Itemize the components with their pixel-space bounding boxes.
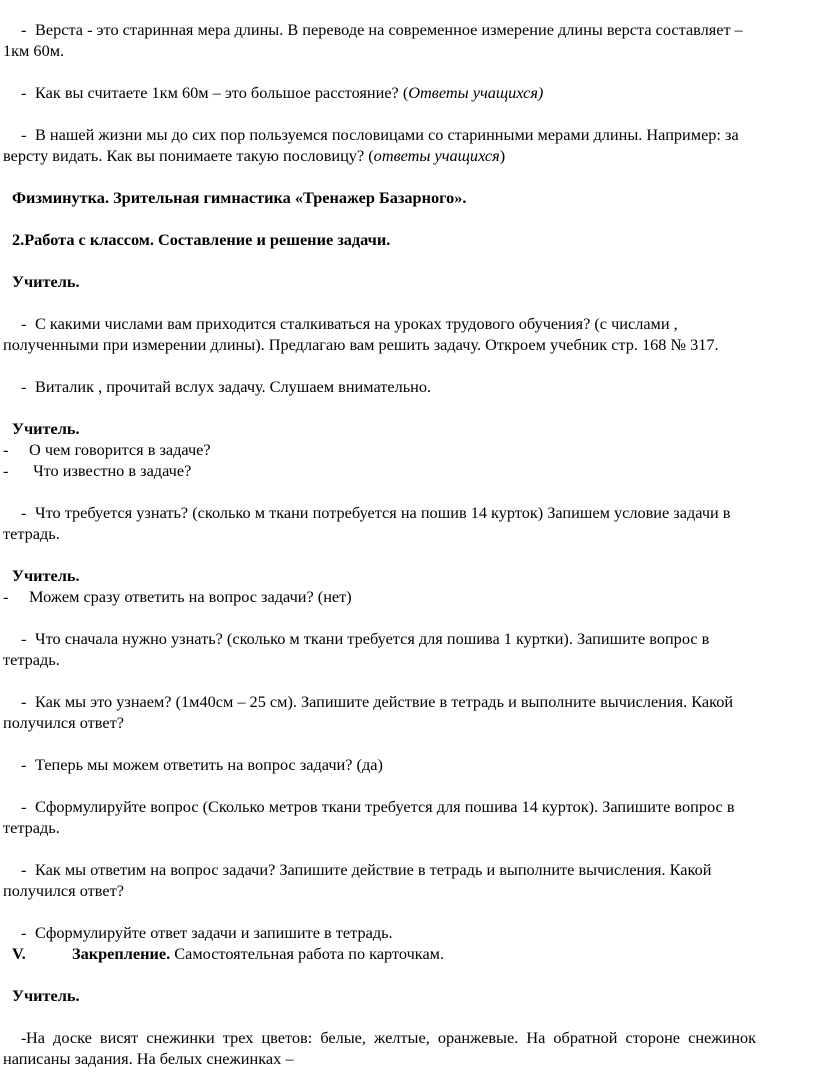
section-title: Закрепление. bbox=[72, 944, 171, 963]
heading-class-work bbox=[0, 229, 816, 250]
paragraph-text: Как мы ответим на вопрос задачи? Запишите действие в тетрадь и выполните вычисления. Какой получился ответ? bbox=[3, 860, 712, 900]
paragraph-text: Что известно в задаче? bbox=[29, 461, 192, 480]
question-task-about bbox=[0, 439, 816, 460]
list-dash: - bbox=[21, 503, 27, 522]
list-dash: - bbox=[21, 923, 27, 942]
paragraph-proverb-question bbox=[0, 124, 816, 166]
section-consolidation bbox=[0, 943, 816, 964]
paragraph-numbers-question bbox=[0, 313, 816, 355]
heading-number: 2 bbox=[12, 230, 21, 249]
list-dash: - bbox=[21, 83, 27, 102]
paragraph-text: Сформулируйте ответ задачи и запишите в тетрадь. bbox=[35, 923, 393, 942]
question-known-data bbox=[0, 460, 816, 481]
paragraph-text: Можем сразу ответить на вопрос задачи? (нет) bbox=[29, 587, 352, 606]
student-answers-note: ответы учащихся bbox=[373, 146, 500, 165]
paragraph-read-task bbox=[0, 376, 816, 397]
paragraph-text: О чем говорится в задаче? bbox=[29, 440, 211, 459]
paragraph-snowflakes bbox=[0, 1027, 816, 1069]
paragraph-text: Что требуется узнать? (сколько м ткани потребуется на пошив 14 курток) Запишем условие задачи в тетрадь. bbox=[3, 503, 731, 543]
paragraph-how-find bbox=[0, 691, 816, 733]
question-answer-now bbox=[0, 586, 816, 607]
list-dash: - bbox=[21, 755, 27, 774]
list-dash: - bbox=[21, 797, 27, 816]
paragraph-text: На доске висят снежинки трех цветов: белые, желтые, оранжевые. На обратной стороне снежинок написаны задания. На белых снежинках – bbox=[3, 1028, 756, 1068]
list-dash: - bbox=[21, 692, 27, 711]
list-dash: - bbox=[3, 440, 9, 459]
list-dash: - bbox=[21, 1028, 27, 1047]
list-dash: - bbox=[21, 629, 27, 648]
paragraph-text: Что сначала нужно узнать? (сколько м ткани требуется для пошива 1 куртки). Запишите вопрос в тетрадь. bbox=[3, 629, 710, 669]
heading-fizminutka: Физминутка. Зрительная гимнастика «Тренажер Базарного». bbox=[12, 188, 467, 207]
paragraph-text: Как мы это узнаем? (1м40см – 25 см). Запишите действие в тетрадь и выполните вычисления. Какой получился ответ? bbox=[3, 692, 734, 732]
heading-text: .Работа с классом. Составление и решение задачи. bbox=[20, 230, 391, 249]
list-dash: - bbox=[21, 860, 27, 879]
list-dash: - bbox=[21, 20, 27, 39]
paragraph-can-answer bbox=[0, 754, 816, 775]
paragraph-text: Верста - это старинная мера длины. В переводе на современное измерение длины верста составляет – 1км 60м. bbox=[3, 20, 743, 60]
list-dash: - bbox=[21, 314, 27, 333]
paragraph-required-find bbox=[0, 502, 816, 544]
paragraph-versta-definition bbox=[0, 19, 816, 61]
list-dash: - bbox=[3, 587, 9, 606]
paragraph-formulate-answer bbox=[0, 922, 816, 943]
paragraph-text-end: ) bbox=[499, 146, 506, 165]
list-dash: - bbox=[21, 125, 27, 144]
teacher-label: Учитель. bbox=[12, 272, 80, 291]
section-text: Самостоятельная работа по карточкам. bbox=[170, 944, 445, 963]
paragraph-text: Виталик , прочитай вслух задачу. Слушаем внимательно. bbox=[35, 377, 432, 396]
paragraph-text: Теперь мы можем ответить на вопрос задачи? (да) bbox=[35, 755, 383, 774]
list-dash: - bbox=[3, 461, 9, 480]
teacher-label: Учитель. bbox=[12, 986, 80, 1005]
list-dash: - bbox=[21, 377, 27, 396]
paragraph-formulate-question bbox=[0, 796, 816, 838]
paragraph-first-step bbox=[0, 628, 816, 670]
teacher-label: Учитель. bbox=[12, 566, 80, 585]
paragraph-answer-action bbox=[0, 859, 816, 901]
teacher-label: Учитель. bbox=[12, 419, 80, 438]
student-answers-note: Ответы учащихся) bbox=[408, 83, 544, 102]
paragraph-text: Сформулируйте вопрос (Сколько метров ткани требуется для пошива 14 курток). Запишите вопрос в тетрадь. bbox=[3, 797, 735, 837]
section-number: V. bbox=[12, 944, 26, 963]
paragraph-distance-question bbox=[0, 82, 816, 103]
paragraph-text: Как вы считаете 1км 60м – это большое расстояние? ( bbox=[35, 83, 409, 102]
paragraph-text: С какими числами вам приходится сталкиваться на уроках трудового обучения? (с числами , полученными при измерении длины). Предлагаю вам решить задачу. Откроем учебник стр. 168 № 317. bbox=[3, 314, 719, 354]
paragraph-text: В нашей жизни мы до сих пор пользуемся пословицами со старинными мерами длины. Например: за версту видать. Как вы понимаете такую пословицу? ( bbox=[3, 125, 739, 165]
